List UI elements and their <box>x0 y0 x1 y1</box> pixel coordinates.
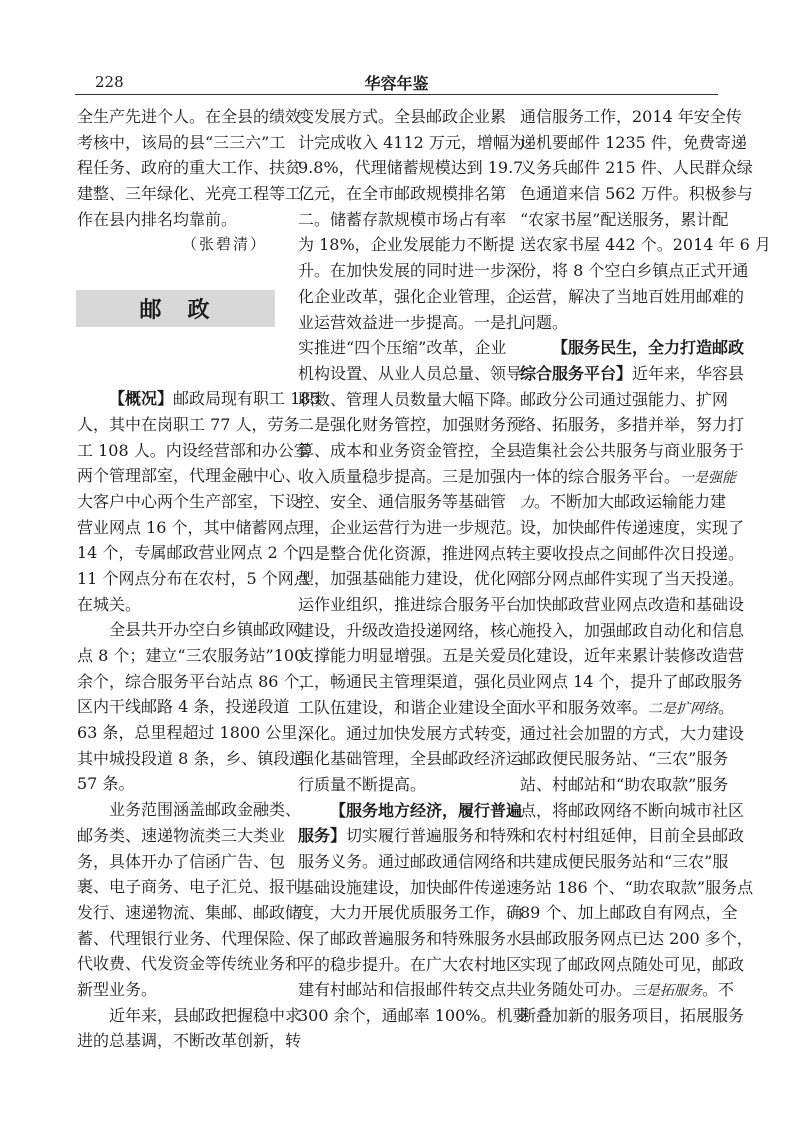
text-run: 切实履行普遍服务和特殊 <box>346 826 523 846</box>
paragraph <box>77 104 302 232</box>
text-line: 收入质量稳步提高。三是加强内 <box>298 466 523 486</box>
text-line: 强化基础管理，全县邮政经济运 <box>298 749 523 769</box>
text-line: 14 个，专属邮政营业网点 2 个， <box>77 543 315 563</box>
text-line: 算、成本和业务资金管控，全县 <box>298 440 523 460</box>
text-line: 服务义务。通过邮政通信网络和 <box>298 851 523 871</box>
text-line: 平的稳步提升。在广大农村地区 <box>298 954 523 974</box>
text-line: 11 个网点分布在农村，5 个网点 <box>77 568 310 588</box>
paragraph <box>77 386 321 617</box>
text-line: 务站 186 个、“助农取款”服务点 <box>520 877 754 897</box>
text-line <box>520 977 735 1003</box>
text-line: 共建成便民服务站和“三农”服 <box>520 851 729 871</box>
text-line: 站、村邮站和“助农取款”服务 <box>520 774 729 794</box>
text-line <box>298 798 523 824</box>
text-line: 份，将 8 个空白乡镇点正式开通 <box>520 261 749 281</box>
paragraph <box>77 617 316 797</box>
text-line: 送农家书屋 442 个。2014 年 6 月 <box>520 235 771 255</box>
text-line: 程任务、政府的重大工作、扶贫 <box>77 158 302 178</box>
text-line: 考核中，该局的县“三三六”工 <box>77 132 286 152</box>
text-line <box>77 386 321 412</box>
text-run: 近年来，华容县 <box>632 363 745 383</box>
text-line: 通信服务工作，2014 年安全传 <box>520 107 742 126</box>
text-line: 递机要邮件 1235 件，免费寄递 <box>520 132 747 152</box>
text-line: 升。在加快发展的同时进一步深 <box>298 261 523 281</box>
subsection-heading: 【服务民生，全力打造邮政 <box>552 338 745 358</box>
subsection-heading: 【服务地方经济，履行普遍 <box>330 800 523 820</box>
text-line: 区内干线邮路 4 条，投递段道 <box>77 697 290 717</box>
text-line: 余个，综合服务平台站点 86 个， <box>77 671 316 691</box>
text-line: 控、安全、通信服务等基础管 <box>298 492 507 512</box>
subsection-heading: 综合服务平台】 <box>520 363 633 383</box>
text-line: 运营，解决了当地百姓用邮难的 <box>520 286 745 306</box>
text-run: 邮政局现有职工 185 <box>173 389 321 409</box>
running-title: 华容年鉴 <box>364 74 429 93</box>
text-line: 问题。 <box>520 312 569 332</box>
text-line: 代收费、代发资金等传统业务和 <box>77 954 302 974</box>
author-signature: （张碧清） <box>181 235 267 254</box>
text-line: 县邮政服务网点已达 200 多个， <box>520 929 753 948</box>
text-line: 色通道来信 562 万件。积极参与 <box>520 184 753 204</box>
text-line: 部分网点邮件实现了当天投递。 <box>520 569 745 589</box>
text-line: 支撑能力明显增强。五是关爱员 <box>298 646 523 666</box>
text-line <box>520 489 727 515</box>
text-line: 63 条，总里程超过 1800 公里， <box>77 723 314 743</box>
text-line: 9.8%，代理储蓄规模达到 19.7 <box>298 158 524 178</box>
text-line: 主要收投点之间邮件次日投递。 <box>520 543 745 563</box>
text-line: 职数、管理人员数量大幅下降。 <box>298 389 523 409</box>
text-line: 业运营效益进一步提高。一是扎 <box>298 312 523 332</box>
text-line: 施投入，加强邮政自动化和信息 <box>520 620 745 640</box>
text-line: 亿元，在全市邮政规模排名第 <box>298 184 507 204</box>
text-line: 实推进“四个压缩”改革，企业 <box>298 338 507 358</box>
text-line: 业网点 14 个，提升了邮政服务 <box>520 672 743 692</box>
paragraph <box>77 1003 302 1054</box>
text-line: 进的总基调，不断改革创新，转 <box>77 1031 302 1051</box>
emphasis-text: 力 <box>520 495 534 512</box>
text-line: 工队伍建设，和谐企业建设全面 <box>298 697 523 717</box>
text-line: 务，具体开办了信函广告、包 <box>77 851 286 871</box>
text-line: 化建设，近年来累计装修改造营 <box>520 646 745 666</box>
text-line: 四是整合优化资源，推进网点转 <box>298 543 523 563</box>
text-line: 新型业务。 <box>77 979 158 999</box>
text-line <box>298 823 523 849</box>
text-line: 人，其中在岗职工 77 人，劳务 <box>77 414 300 434</box>
text-line: 二是强化财务管控，加强财务预 <box>298 415 523 435</box>
text-run: 。 <box>718 697 735 717</box>
page-number: 228 <box>95 73 124 91</box>
text-line: 为 18%，企业发展能力不断提 <box>298 235 515 255</box>
text-line: 机构设置、从业人员总量、领导 <box>298 363 523 383</box>
text-line <box>520 695 735 721</box>
text-line: 邮政分公司通过强能力、扩网 <box>520 389 729 409</box>
text-line: 计完成收入 4112 万元，增幅为 <box>298 132 525 152</box>
text-line: 89 个、加上邮政自有网点，全 <box>520 903 738 923</box>
text-line: 运作业组织，推进综合服务平台 <box>298 595 523 615</box>
text-line: 二。储蓄存款规模市场占有率 <box>298 209 507 229</box>
text-line: 义务兵邮件 215 件、人民群众绿 <box>520 158 753 178</box>
text-line: 化企业改革，强化企业管理，企 <box>298 286 523 306</box>
text-line: 业务范围涵盖邮政金融类、 <box>109 800 302 820</box>
text-line: 度，大力开展优质服务工作，确 <box>298 903 523 923</box>
text-line: 建有村邮站和信报邮件转交点共 <box>298 980 523 1000</box>
text-run: 。不 <box>702 980 735 1000</box>
text-line <box>520 464 737 490</box>
text-line: 型，加强基础能力建设，优化网 <box>298 569 523 589</box>
text-line: 裹、电子商务、电子汇兑、报刊 <box>77 877 302 897</box>
text-line: 络、拓服务，多措并举，努力打 <box>520 415 745 435</box>
text-line: 57 条。 <box>77 774 135 794</box>
text-line: 变发展方式。全县邮政企业累 <box>298 107 507 126</box>
text-run: 业务随处可办。 <box>520 980 633 1000</box>
text-line: 工，畅通民主管理渠道，强化员 <box>298 672 523 692</box>
text-line: 全县共开办空白乡镇邮政网 <box>109 620 302 640</box>
column-2 <box>298 104 529 1029</box>
subsection-heading: 【概况】 <box>109 389 174 409</box>
header-rule <box>75 94 718 95</box>
emphasis-text: 二是扩网络 <box>648 700 719 717</box>
text-line: 保了邮政普遍服务和特殊服务水 <box>298 929 523 948</box>
text-line: 作在县内排名均靠前。 <box>77 209 238 229</box>
subsection-heading: 服务】 <box>298 826 347 846</box>
text-line: 造集社会公共服务与商业服务于 <box>520 440 745 460</box>
text-run: 。不断加大邮政运输能力建 <box>534 492 727 512</box>
text-line: 300 余个，通邮率 100%。机要 <box>298 1006 529 1026</box>
text-line: 基础设施建设，加快邮件传递速 <box>298 877 523 897</box>
text-line: “农家书屋”配送服务，累计配 <box>520 209 729 229</box>
paragraph <box>77 797 302 1003</box>
text-line: 加快邮政营业网点改造和基础设 <box>520 595 745 615</box>
text-line: 在城关。 <box>77 594 142 614</box>
text-line: 和农村村组延伸，目前全县邮政 <box>520 826 745 846</box>
text-line: 邮政便民服务站、“三农”服务 <box>520 749 729 769</box>
text-line: 全生产先进个人。在全县的绩效 <box>77 107 302 126</box>
text-run: 水平和服务效率。 <box>520 697 649 717</box>
text-line: 点，将邮政网络不断向城市社区 <box>520 800 745 820</box>
text-line: 理，企业运营行为进一步规范。 <box>298 518 523 537</box>
emphasis-text: 一是强能 <box>680 469 737 486</box>
text-line: 建整、三年绿化、光亮工程等工 <box>77 184 302 204</box>
column-1 <box>77 104 321 1054</box>
text-line: 营业网点 16 个，其中储蓄网点 <box>77 517 300 537</box>
text-line: 邮务类、速递物流类三大类业 <box>77 825 286 845</box>
text-line: 大客户中心两个生产部室，下设 <box>77 491 302 511</box>
text-line: 近年来，县邮政把握稳中求 <box>109 1005 302 1025</box>
text-line: 蓄、代理银行业务、代理保险、 <box>77 928 302 948</box>
paragraph <box>298 798 529 1029</box>
paragraph <box>520 335 754 1029</box>
text-line: 设，加快邮件传递速度，实现了 <box>520 518 745 537</box>
text-line: 行质量不断提高。 <box>298 774 427 794</box>
text-line: 点 8 个；建立“三农服务站”100 <box>77 646 305 665</box>
text-line <box>520 335 745 361</box>
text-line: 其中城投段道 8 条，乡、镇段道 <box>77 748 306 768</box>
text-line <box>520 361 745 387</box>
text-line: 实现了邮政网点随处可见，邮政 <box>520 954 745 974</box>
text-line: 发行、速递物流、集邮、邮政储 <box>77 902 302 922</box>
text-line: 建设，升级改造投递网络，核心 <box>298 620 523 640</box>
text-run: 一体的综合服务平台。 <box>520 466 681 486</box>
text-line: 两个管理部室，代理金融中心、 <box>77 466 302 486</box>
text-line: 深化。通过加快发展方式转变， <box>298 723 523 743</box>
section-heading: 邮 政 <box>76 290 275 327</box>
text-line: 断叠加新的服务项目，拓展服务 <box>520 1006 745 1026</box>
emphasis-text: 三是拓服务 <box>632 983 703 1000</box>
paragraph <box>298 104 525 798</box>
text-line: 工 108 人。内设经营部和办公室 <box>77 440 310 460</box>
text-line: 通过社会加盟的方式，大力建设 <box>520 723 745 743</box>
paragraph <box>520 104 771 335</box>
column-3 <box>520 104 771 1029</box>
